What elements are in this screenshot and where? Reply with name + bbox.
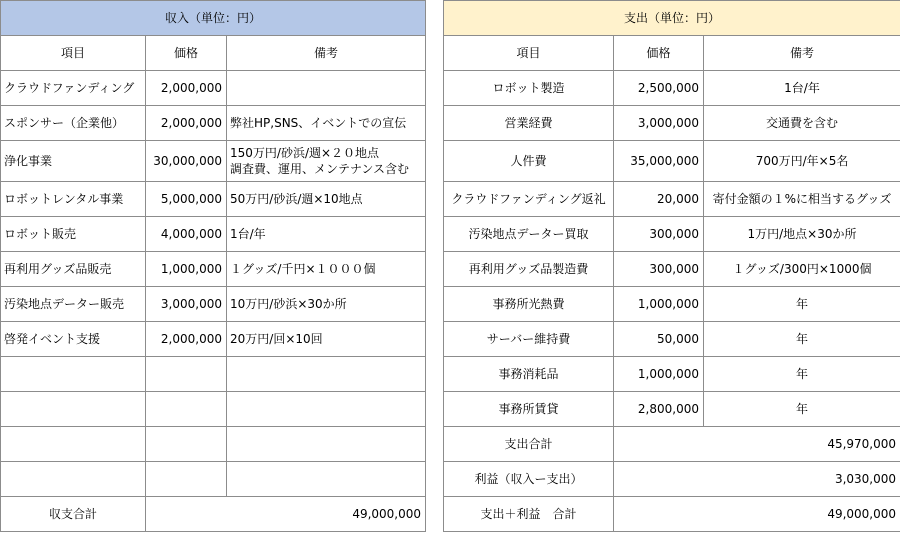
expense-item: 人件費 [444,141,614,182]
expense-price: 300,000 [614,252,704,287]
table-row [1,322,426,357]
expense-price: 2,500,000 [614,71,704,106]
income-price: 2,000,000 [146,71,227,106]
table-row [1,71,426,106]
income-price: 4,000,000 [146,217,227,252]
empty-row [1,357,426,392]
income-price: 30,000,000 [146,141,227,182]
expense-price: 1,000,000 [614,287,704,322]
expense-note: 交通費を含む [704,106,900,141]
expense-price: 1,000,000 [614,357,704,392]
income-item: 汚染地点データー販売 [1,287,146,322]
profit-label: 利益（収入ー支出） [444,462,614,497]
income-item: 啓発イベント支援 [1,322,146,357]
income-note: 10万円/砂浜×30か所 [227,287,426,322]
table-row [444,141,900,182]
income-total-value: 49,000,000 [146,497,426,532]
income-item: スポンサー（企業他） [1,106,146,141]
income-price: 5,000,000 [146,182,227,217]
expense-price: 3,000,000 [614,106,704,141]
income-item: ロボットレンタル事業 [1,182,146,217]
income-title: 収入（単位：円） [1,1,426,36]
income-total-label: 収支合計 [1,497,146,532]
table-row [1,141,426,182]
expense-note: 700万円/年×5名 [704,141,900,182]
table-row [444,182,900,217]
expense-subtotal-value: 45,970,000 [614,427,900,462]
expense-price: 300,000 [614,217,704,252]
income-total-row [1,497,426,532]
table-row [444,392,900,427]
income-note-line2: 調査費、運用、メンテナンス含む [230,162,410,176]
income-item: 再利用グッズ品販売 [1,252,146,287]
expense-title: 支出（単位：円） [444,1,900,36]
empty-row [1,427,426,462]
table-row [444,322,900,357]
income-note: 20万円/回×10回 [227,322,426,357]
expense-table [443,0,900,532]
income-note: 弊社HP,SNS、イベントでの宣伝 [227,106,426,141]
income-note: 1台/年 [227,217,426,252]
expense-col-price: 価格 [614,36,704,71]
income-table [0,0,426,532]
expense-subtotal-row [444,427,900,462]
table-row [444,71,900,106]
empty-row [1,392,426,427]
expense-item: 事務所賃貸 [444,392,614,427]
income-col-note: 備考 [227,36,426,71]
table-row [1,106,426,141]
table-row [1,217,426,252]
income-price: 3,000,000 [146,287,227,322]
income-price: 2,000,000 [146,106,227,141]
empty-row [1,462,426,497]
expense-total-label: 支出＋利益 合計 [444,497,614,532]
income-note [227,71,426,106]
expense-note: 年 [704,322,900,357]
expense-note: １グッズ/300円×1000個 [704,252,900,287]
expense-item: クラウドファンディング返礼 [444,182,614,217]
table-row [444,252,900,287]
income-note [227,141,426,182]
table-row [1,287,426,322]
income-col-item: 項目 [1,36,146,71]
expense-item: ロボット製造 [444,71,614,106]
expense-note: 年 [704,357,900,392]
expense-note: 年 [704,287,900,322]
income-price: 2,000,000 [146,322,227,357]
income-item: ロボット販売 [1,217,146,252]
expense-note: 年 [704,392,900,427]
expense-col-note: 備考 [704,36,900,71]
expense-price: 50,000 [614,322,704,357]
expense-subtotal-label: 支出合計 [444,427,614,462]
income-item: 浄化事業 [1,141,146,182]
expense-note: 1台/年 [704,71,900,106]
expense-price: 35,000,000 [614,141,704,182]
income-note: 50万円/砂浜/週×10地点 [227,182,426,217]
expense-price: 20,000 [614,182,704,217]
table-row [444,217,900,252]
income-item: クラウドファンディング [1,71,146,106]
table-row [444,287,900,322]
profit-value: 3,030,000 [614,462,900,497]
expense-col-item: 項目 [444,36,614,71]
table-row [1,182,426,217]
expense-total-row [444,497,900,532]
expense-item: 営業経費 [444,106,614,141]
expense-item: 事務消耗品 [444,357,614,392]
expense-item: サーバー維持費 [444,322,614,357]
expense-item: 汚染地点データー買取 [444,217,614,252]
income-note: １グッズ/千円×１０００個 [227,252,426,287]
profit-row [444,462,900,497]
expense-price: 2,800,000 [614,392,704,427]
expense-item: 再利用グッズ品製造費 [444,252,614,287]
table-row [444,106,900,141]
table-row [1,252,426,287]
table-row [444,357,900,392]
income-note-line1: 150万円/砂浜/週×２０地点 [230,146,380,160]
expense-note: 寄付金額の１%に相当するグッズ [704,182,900,217]
expense-item: 事務所光熱費 [444,287,614,322]
income-price: 1,000,000 [146,252,227,287]
expense-note: 1万円/地点×30か所 [704,217,900,252]
expense-total-value: 49,000,000 [614,497,900,532]
income-col-price: 価格 [146,36,227,71]
